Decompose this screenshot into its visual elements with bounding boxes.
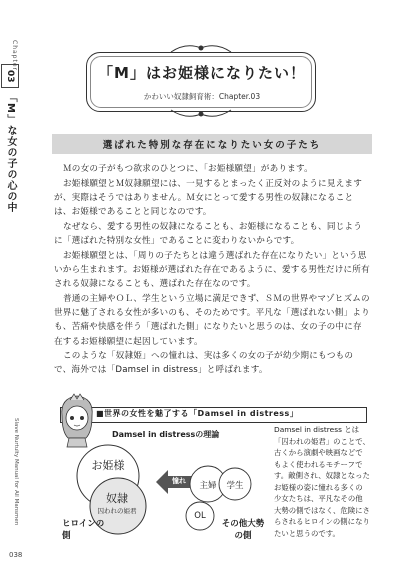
- paragraph-4: お姫様願望とは、「周りの子たちとは違う選ばれた存在になりたい」という思いから生まれます。お姫様が選ばれた存在であるように、愛する男性だけに所有される奴隷になることも、選ばれた存在なのです。: [54, 251, 370, 290]
- page-title: 「M」はお姫様になりたい！: [98, 64, 306, 82]
- slave-sublabel: 囚われの姫君: [97, 507, 137, 515]
- paragraph-1: Ｍの女の子がもつ欲求のひとつに、「お姫様願望」があります。: [63, 164, 313, 174]
- page-subtitle: かわいい奴隷飼育術：Chapter.03: [143, 92, 261, 101]
- section-heading: 選ばれた特別な存在になりたい女の子たち: [102, 140, 322, 151]
- paragraph-5: 普通の主婦やＯＬ、学生という立場に満足できず、ＳＭの世界やマゾヒズムの世界に魅了される女性が多いのも、そのためです。平凡な「選ばれない側」よりも、苦痛や快感を伴う「選ばれた側」になりたいと思うのは、女の子の中に存在するお姫様願望に起因しています。: [54, 294, 370, 347]
- student-label: 学生: [226, 481, 244, 491]
- heroine-side-caption: ヒロインの側: [62, 519, 105, 541]
- arrow-label: 憧れ: [172, 477, 186, 485]
- chapter-number: 03: [1, 64, 19, 88]
- housewife-label: 主婦: [199, 481, 217, 491]
- chapter-label: Chapter: [11, 40, 18, 71]
- figure-title: ■世界の女性を魅了する「Damsel in distress」: [96, 409, 299, 418]
- frame-ornament-top: [166, 40, 236, 56]
- chapter-title-vertical: 「M」な女の子の心の中: [5, 92, 16, 213]
- book-title-vertical: Slave Nurtulty Manual for All Mansmen: [13, 418, 19, 526]
- paragraph-3: なぜなら、愛する男性の奴隷になることも、お姫様になることも、同じように「選ばれた特別な女性」であることに変わりないからです。: [54, 222, 362, 247]
- paragraph-6: このような「奴隷姫」への憧れは、実は多くの女の子が幼少期にもつもので、海外では「Damsel in distress」と呼ばれます。: [54, 351, 354, 376]
- slave-label: 奴隷: [106, 492, 128, 505]
- frame-ornament-bottom: [166, 106, 236, 122]
- page-number: 038: [9, 551, 23, 559]
- diagram-title: Damsel in distressの理論: [112, 430, 220, 439]
- paragraph-2: お姫様願望とＭ奴隷願望には、一見するとまったく正反対のように見えますが、実際はそうではありません。Ｍ女にとって愛する男性の奴隷になることは、お姫様であることと同じなのです。: [54, 179, 362, 218]
- ol-label: OL: [194, 511, 206, 521]
- figure-explanation: Damsel in distress とは「囚われの姫君」のことで、古くから演劇や映画などでもよく使われるモチーフです。敵側され、奴隷となった お姫様の姿に憧れる多くの少女たちは、平凡なその他大勢の側ではなく、危険にさらされるヒロインの側になりたいと思うのです。: [274, 425, 370, 538]
- others-side-caption: その他大勢の側: [221, 519, 265, 541]
- princess-label: お姫様: [91, 459, 125, 472]
